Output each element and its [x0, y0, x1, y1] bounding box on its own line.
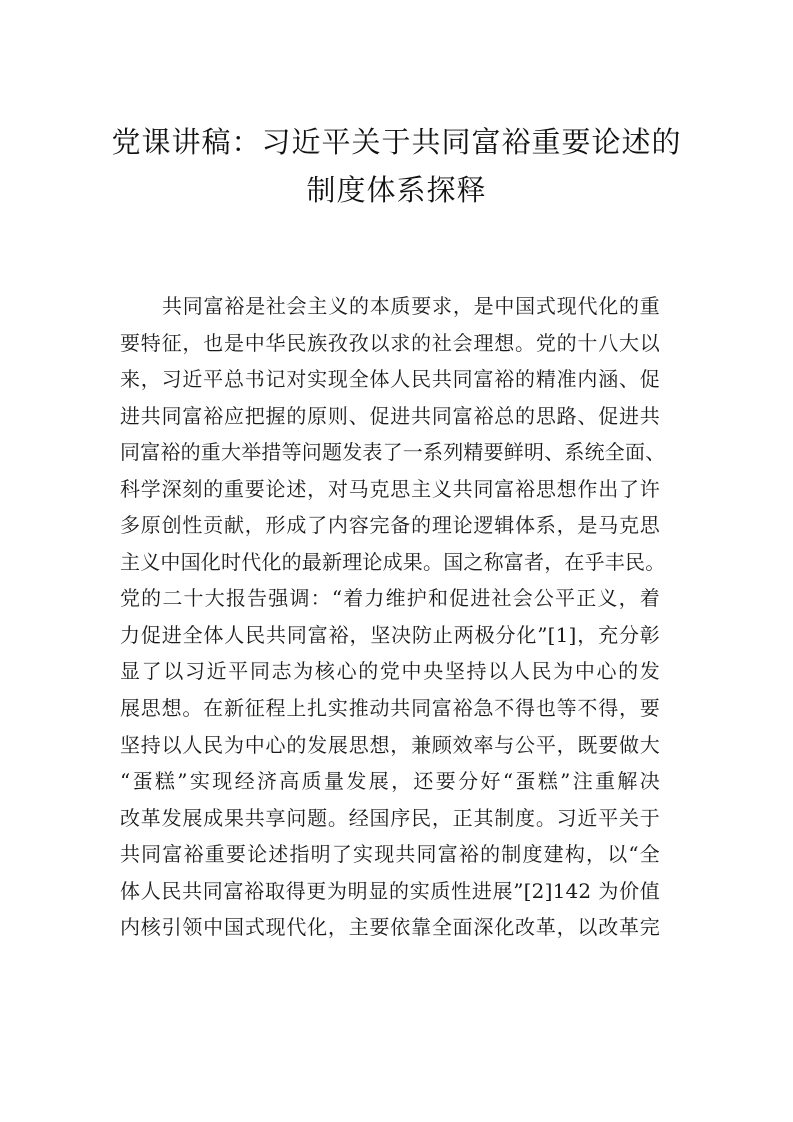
body-line: 共同富裕重要论述指明了实现共同富裕的制度建构，以“全 [120, 842, 660, 867]
body-line: 内核引领中国式现代化，主要依靠全面深化改革，以改革完 [120, 915, 660, 940]
body-line: 科学深刻的重要论述，对马克思主义共同富裕思想作出了许 [120, 476, 660, 501]
body-line: 展思想。在新征程上扎实推动共同富裕急不得也等不得，要 [120, 696, 660, 721]
body-line: 主义中国化时代化的最新理论成果。国之称富者，在乎丰民。 [120, 549, 666, 574]
title-line-2: 制度体系探释 [306, 173, 487, 207]
document-body [120, 288, 666, 946]
body-line: 同富裕的重大举措等问题发表了一系列精要鲜明、系统全面、 [120, 440, 666, 465]
title-line-1: 党课讲稿：习近平关于共同富裕重要论述的 [111, 125, 682, 159]
body-line: 体人民共同富裕取得更为明显的实质性进展”[2]142 为价值 [120, 878, 660, 903]
body-line: 显了以习近平同志为核心的党中央坚持以人民为中心的发 [120, 659, 660, 684]
body-line: “蛋糕”实现经济高质量发展，还要分好“蛋糕”注重解决 [120, 769, 660, 794]
body-line: 力促进全体人民共同富裕，坚决防止两极分化”[1]，充分彰 [120, 622, 660, 647]
document-title [100, 118, 693, 214]
body-line: 改革发展成果共享问题。经国序民，正其制度。习近平关于 [120, 805, 660, 830]
body-line: 共同富裕是社会主义的本质要求，是中国式现代化的重 [162, 294, 660, 318]
body-line: 坚持以人民为中心的发展思想，兼顾效率与公平，既要做大 [120, 732, 660, 757]
body-line: 多原创性贡献，形成了内容完备的理论逻辑体系，是马克思 [120, 513, 660, 538]
body-line: 进共同富裕应把握的原则、促进共同富裕总的思路、促进共 [120, 403, 660, 428]
body-line: 来，习近平总书记对实现全体人民共同富裕的精准内涵、促 [120, 367, 660, 392]
body-line: 党的二十大报告强调：“着力维护和促进社会公平正义，着 [120, 586, 660, 611]
body-line: 要特征，也是中华民族孜孜以求的社会理想。党的十八大以 [120, 330, 660, 355]
